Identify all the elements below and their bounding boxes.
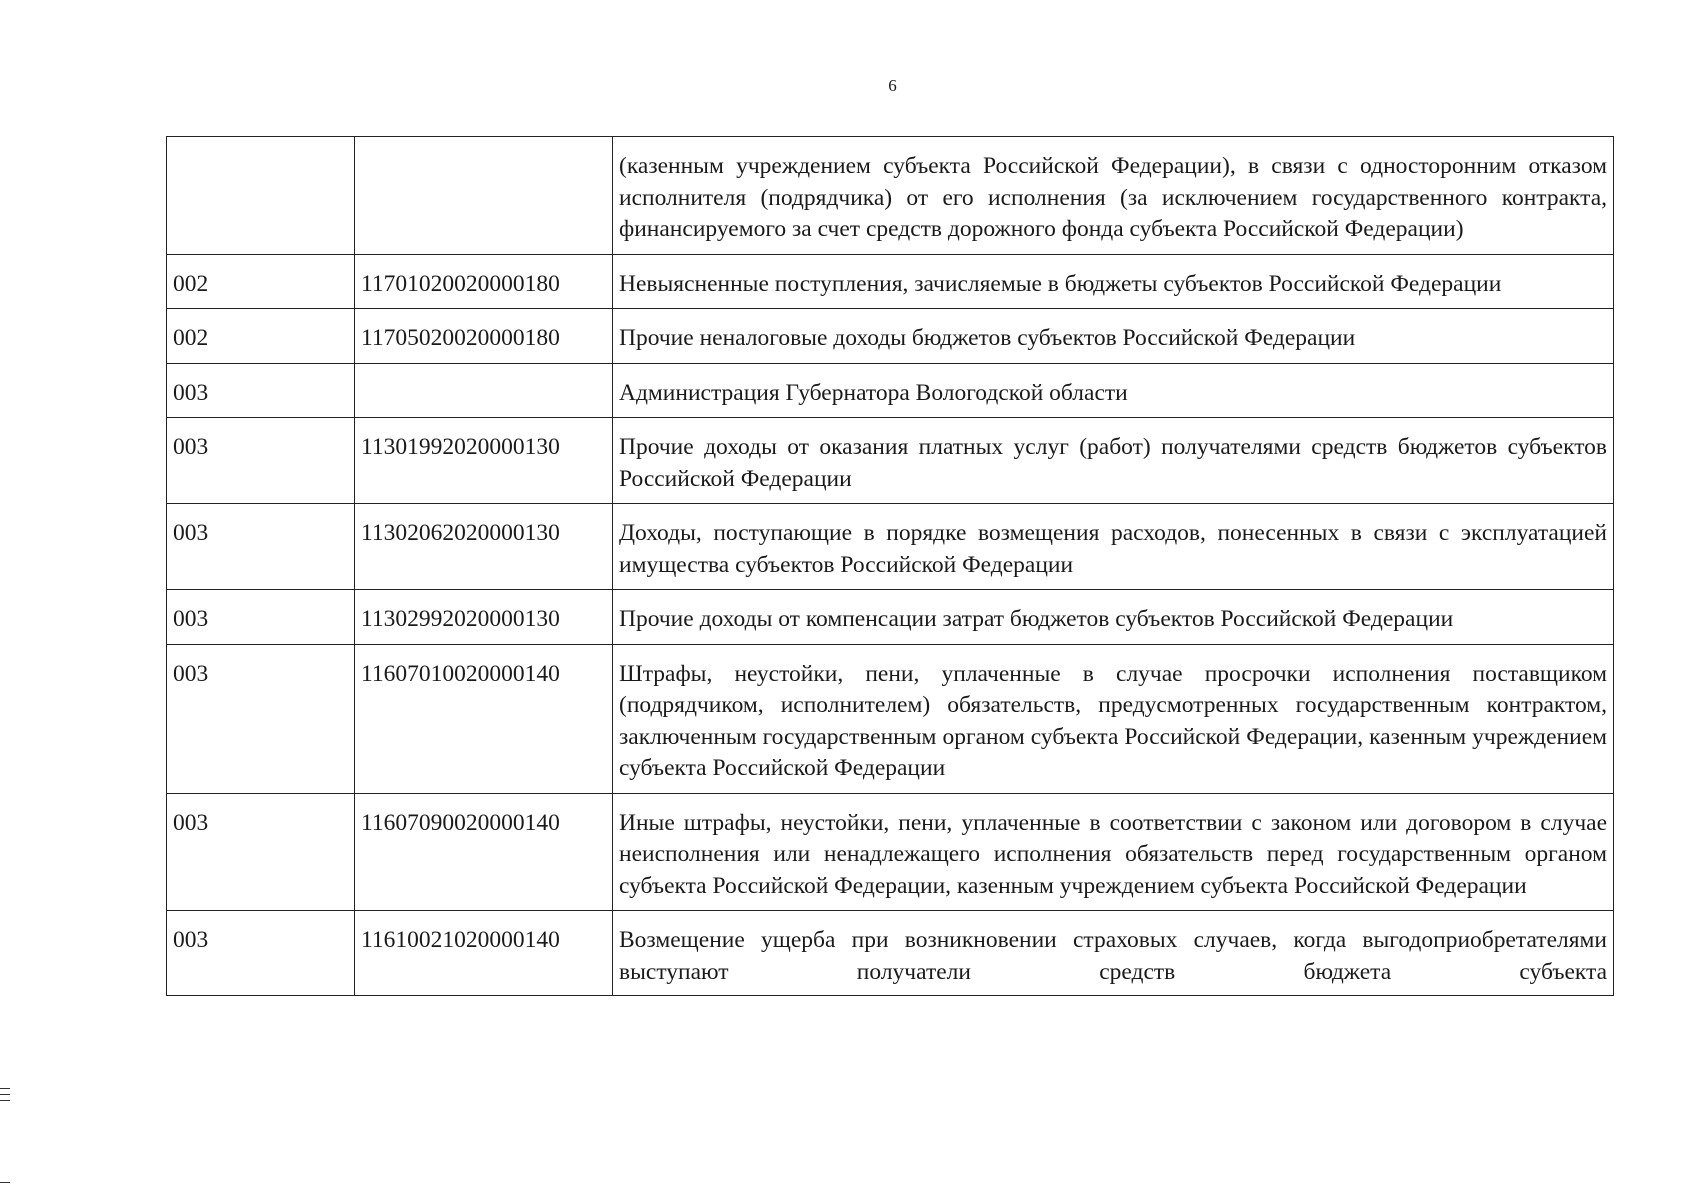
table-row: [167, 911, 1614, 996]
admin-code-cell: [167, 137, 355, 255]
description-cell: [613, 911, 1614, 996]
table-row: [167, 644, 1614, 793]
description-cell: Штрафы, неустойки, пени, уплаченные в случае просрочки исполнения поставщиком (подрядчиком, исполнителем) обязательств, предусмотренных государственным контрактом, заключенным государственным органом субъекта Российской Федерации, казенным учреждением субъекта Российской Федерации: [613, 644, 1614, 793]
income-code-cell: [355, 363, 613, 418]
table-row: [167, 254, 1614, 309]
admin-code-cell: 003: [167, 793, 355, 911]
admin-code-cell: 003: [167, 418, 355, 504]
admin-code-cell: 002: [167, 309, 355, 364]
description-cell: (казенным учреждением субъекта Российской Федерации), в связи с односторонним отказом исполнителя (подрядчика) от его исполнения (за исключением государственного контракта, финансируемого за счет средств дорожного фонда субъекта Российской Федерации): [613, 137, 1614, 255]
description-cell: Иные штрафы, неустойки, пени, уплаченные в соответствии с законом или договором в случае неисполнения или ненадлежащего исполнения обязательств перед государственным органом субъекта Российской Федерации, казенным учреждением субъекта Российской Федерации: [613, 793, 1614, 911]
table-row: [167, 309, 1614, 364]
admin-code-cell: 003: [167, 590, 355, 645]
income-code-cell: 11302992020000130: [355, 590, 613, 645]
admin-code-cell: 002: [167, 254, 355, 309]
table-row: [167, 504, 1614, 590]
description-cell: Прочие доходы от оказания платных услуг (работ) получателями средств бюджетов субъектов Российской Федерации: [613, 418, 1614, 504]
admin-code-cell: 003: [167, 644, 355, 793]
description-cell: Доходы, поступающие в порядке возмещения расходов, понесенных в связи с эксплуатацией имущества субъектов Российской Федерации: [613, 504, 1614, 590]
income-code-cell: 11302062020000130: [355, 504, 613, 590]
admin-code-text: 003: [173, 927, 209, 953]
margin-mark: [0, 1182, 10, 1183]
table-row: [167, 418, 1614, 504]
income-code-cell: 11705020020000180: [355, 309, 613, 364]
income-code-cell: [355, 137, 613, 255]
income-code-cell: 11301992020000130: [355, 418, 613, 504]
income-code-cell: 11607010020000140: [355, 644, 613, 793]
table-row: [167, 590, 1614, 645]
margin-mark: [0, 1094, 10, 1095]
table-row: [167, 137, 1614, 255]
description-text: Возмещение ущерба при возникновении страховых случаев, когда выгодоприобретателями выступают получатели средств бюджета субъекта: [619, 927, 1607, 985]
margin-mark: [0, 1100, 10, 1101]
income-code-cell: [355, 911, 613, 996]
income-code-cell: 11701020020000180: [355, 254, 613, 309]
admin-code-cell: [167, 911, 355, 996]
description-cell: Прочие доходы от компенсации затрат бюджетов субъектов Российской Федерации: [613, 590, 1614, 645]
description-cell: Невыясненные поступления, зачисляемые в бюджеты субъектов Российской Федерации: [613, 254, 1614, 309]
description-cell: Прочие неналоговые доходы бюджетов субъектов Российской Федерации: [613, 309, 1614, 364]
admin-code-cell: 003: [167, 504, 355, 590]
description-cell: Администрация Губернатора Вологодской области: [613, 363, 1614, 418]
income-code-text: 11610021020000140: [361, 927, 560, 953]
table-row: [167, 363, 1614, 418]
income-codes-table: [166, 136, 1614, 996]
table-row: [167, 793, 1614, 911]
income-code-cell: 11607090020000140: [355, 793, 613, 911]
margin-mark: [0, 1088, 10, 1089]
admin-code-cell: 003: [167, 363, 355, 418]
page-number: 6: [888, 76, 897, 95]
